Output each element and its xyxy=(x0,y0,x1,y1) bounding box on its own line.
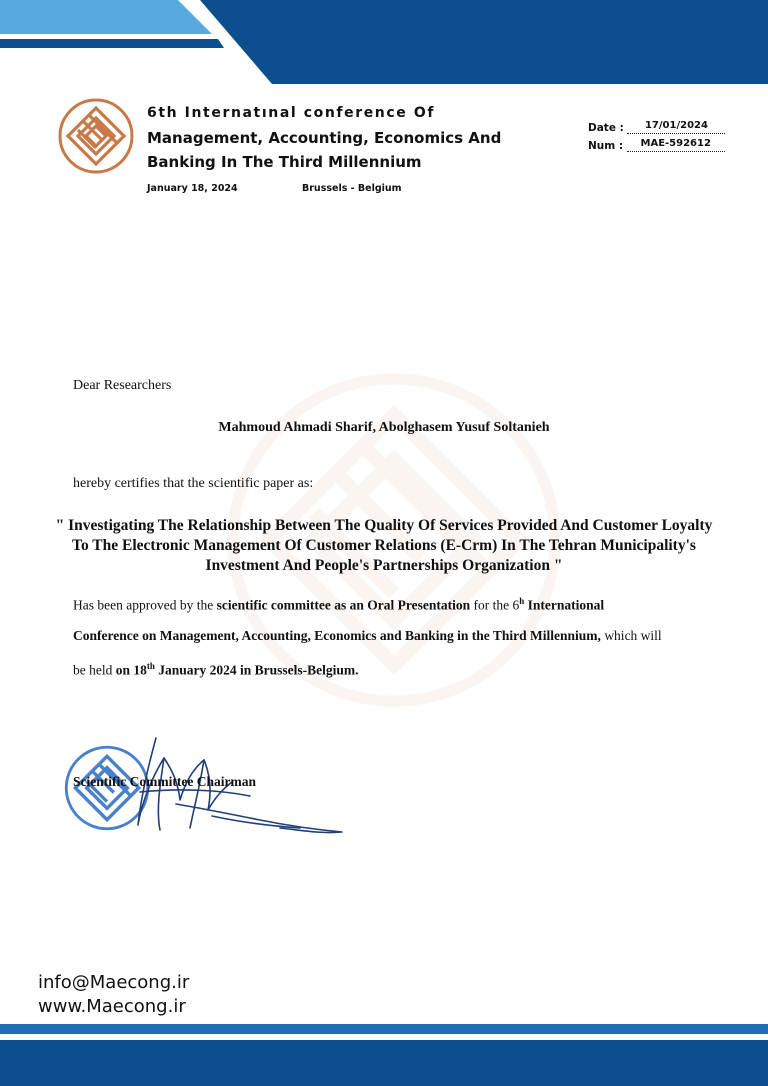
certifies-text: hereby certifies that the scientific paper as: xyxy=(73,476,314,491)
approval-sup: h xyxy=(519,596,525,606)
conference-logo-icon xyxy=(58,98,134,174)
signatory-title: Scientific Committee Chairman xyxy=(73,774,256,789)
approval-date-start: on 18 xyxy=(115,662,147,678)
footer-website: www.Maecong.ir xyxy=(38,996,186,1017)
conference-title-line3: Banking In The Third Millennium xyxy=(147,153,422,171)
num-value: MAE-592612 xyxy=(640,138,711,149)
approval-held: be held xyxy=(73,662,116,678)
approval-date-sup: th xyxy=(146,661,155,671)
conference-title-line2: Management, Accounting, Economics And xyxy=(147,129,502,147)
num-row xyxy=(588,139,725,152)
paper-title-line2: To The Electronic Management Of Customer Relations (E-Crm) In The Tehran Municipality's xyxy=(72,537,696,554)
conference-place: Brussels - Belgium xyxy=(302,183,402,194)
approval-will: which will xyxy=(600,628,662,643)
paper-title-line3: Investment And People's Partnerships Organization " xyxy=(205,557,563,574)
footer-band xyxy=(0,1040,768,1086)
approval-conference-name: Conference on Management, Accounting, Economics and Banking in the Third Millennium, xyxy=(73,628,601,643)
conference-title-line1: 6th Internatınal conference Of xyxy=(147,105,436,121)
date-label: Date : xyxy=(588,122,624,134)
conference-date: January 18, 2024 xyxy=(147,183,238,194)
header-light-band xyxy=(0,0,240,34)
paper-title xyxy=(40,516,728,576)
header-dark-band xyxy=(200,0,768,84)
greeting: Dear Researchers xyxy=(73,378,172,393)
approval-for: for the 6 xyxy=(470,597,520,613)
date-row xyxy=(588,121,725,134)
authors: Mahmoud Ahmadi Sharif, Abolghasem Yusuf Soltanieh xyxy=(218,420,550,435)
approval-line1 xyxy=(73,596,604,614)
approval-committee: scientific committee as an Oral Presentation xyxy=(216,597,471,613)
approval-date-end: January 2024 in Brussels-Belgium. xyxy=(154,662,359,678)
header-dark-strip xyxy=(0,39,240,48)
num-label: Num : xyxy=(588,140,624,152)
footer-email: info@Maecong.ir xyxy=(38,972,190,993)
approval-line2 xyxy=(73,628,662,644)
chairman-signature xyxy=(120,730,350,850)
approval-line3 xyxy=(73,661,359,679)
paper-title-line1: " Investigating The Relationship Between The Quality Of Services Provided And Customer Loyalty xyxy=(55,517,713,534)
approval-international: International xyxy=(524,597,605,613)
date-value: 17/01/2024 xyxy=(644,120,708,131)
approval-text: Has been approved by the xyxy=(73,597,217,613)
footer-strip xyxy=(0,1024,768,1034)
